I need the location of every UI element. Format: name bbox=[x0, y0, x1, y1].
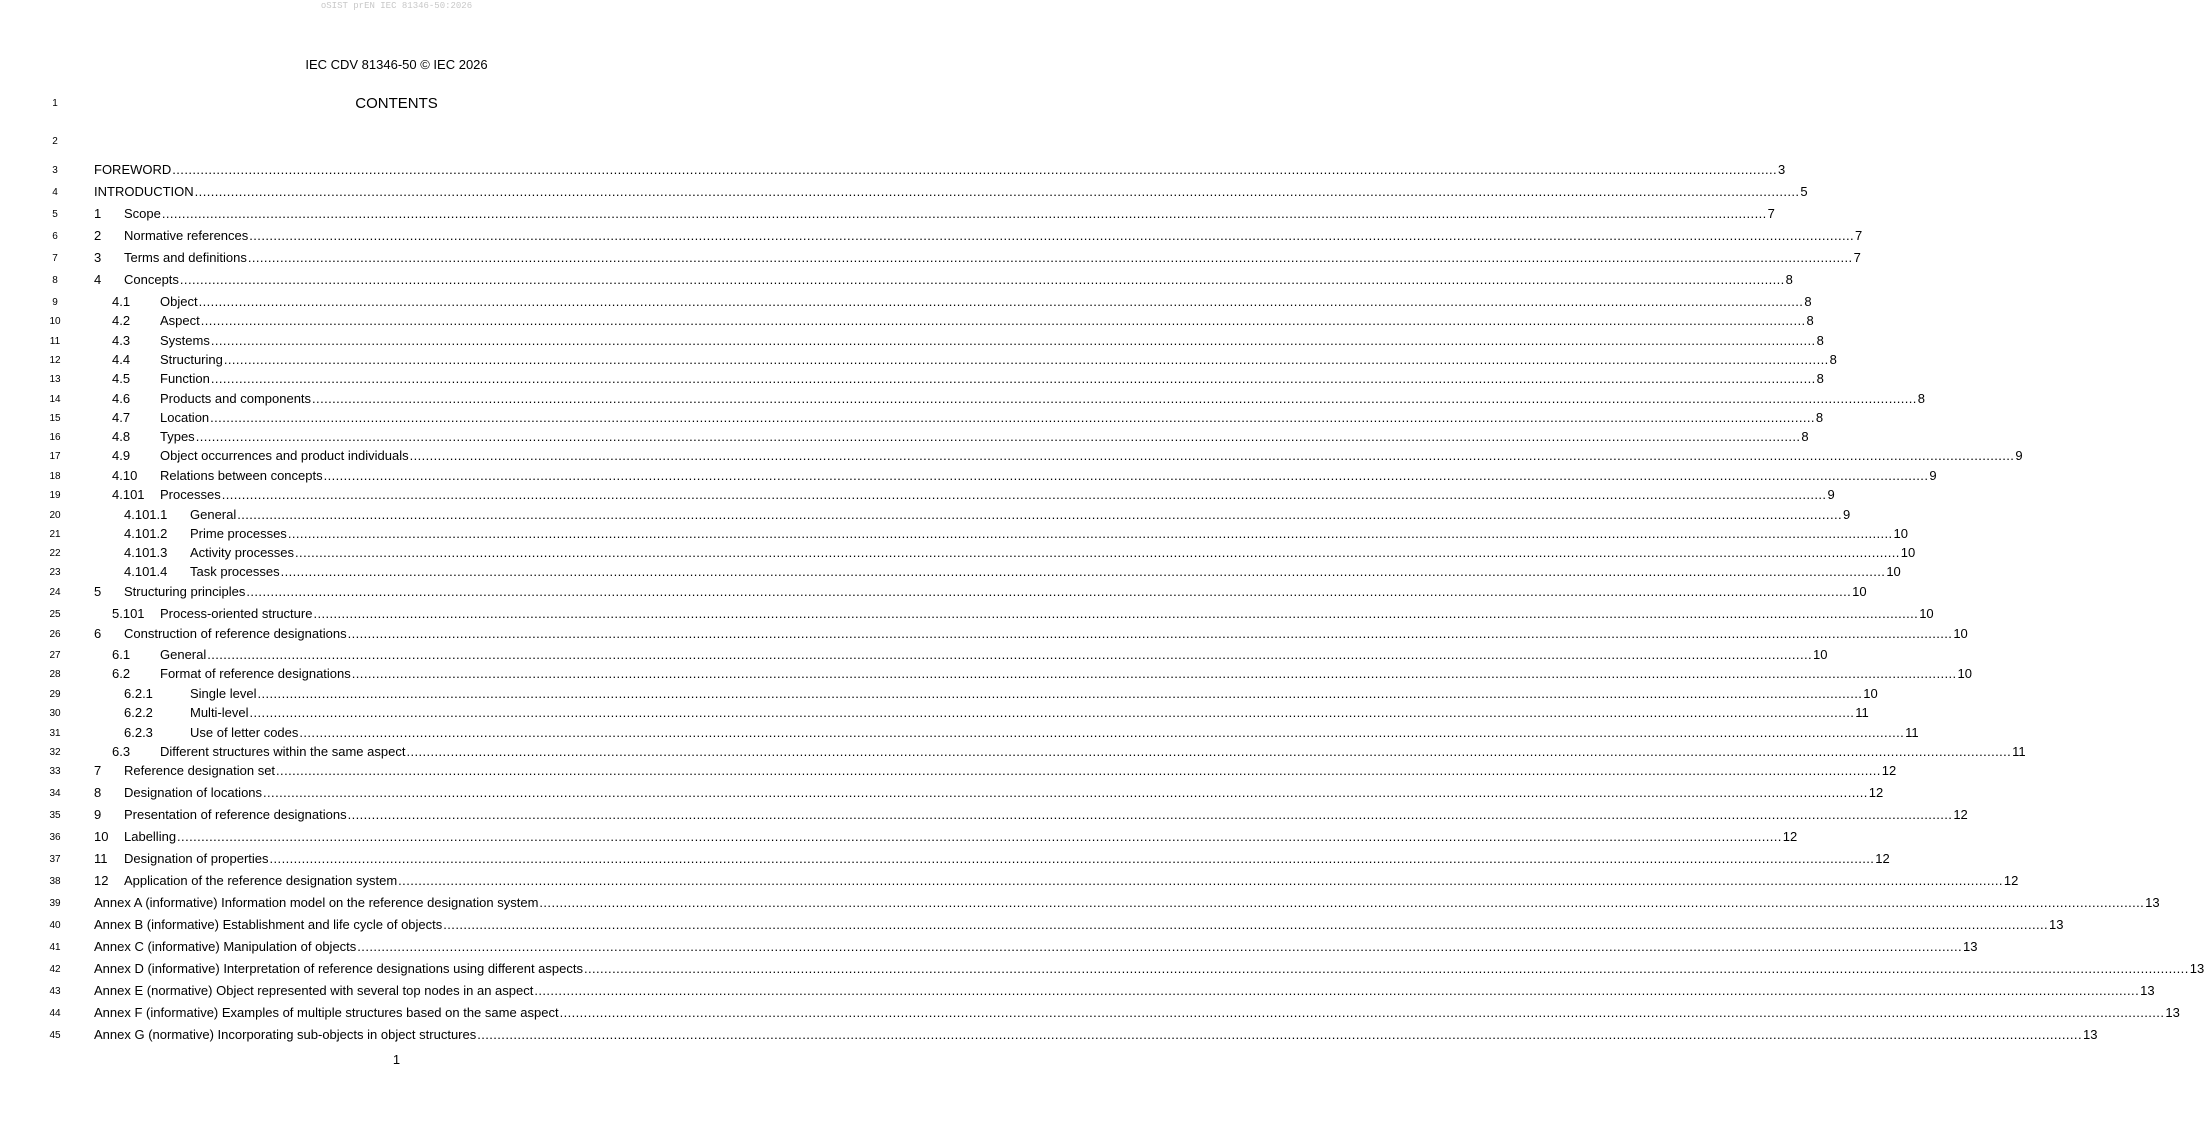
toc-entry[interactable] bbox=[112, 468, 1937, 484]
toc-entry[interactable] bbox=[124, 725, 1919, 741]
line-number: 20 bbox=[49, 510, 61, 521]
toc-entry-number: 6.3 bbox=[112, 744, 131, 759]
toc-entry-number: 4 bbox=[94, 272, 102, 287]
toc-entry-title: Application of the reference designation system bbox=[124, 873, 398, 888]
toc-entry-page: 12 bbox=[1881, 763, 1897, 778]
toc-entry-number: 4.10 bbox=[112, 468, 138, 483]
toc-entry-title: Terms and definitions bbox=[124, 250, 247, 265]
line-number: 11 bbox=[49, 336, 61, 347]
line-number: 37 bbox=[49, 854, 61, 865]
toc-entry[interactable] bbox=[94, 983, 2155, 999]
dot-leader: ................................................................................................................................................................................................................................................................................................................................................................................................................ bbox=[443, 917, 2049, 932]
line-number: 32 bbox=[49, 747, 61, 758]
toc-entry[interactable] bbox=[112, 448, 2023, 464]
toc-entry[interactable] bbox=[94, 917, 2064, 933]
toc-entry-number: 6.2 bbox=[112, 666, 131, 681]
toc-entry[interactable] bbox=[94, 939, 1978, 955]
toc-entry-page: 5 bbox=[1800, 184, 1808, 199]
dot-leader: ................................................................................................................................................................................................................................................................................................................................................................................................................ bbox=[323, 468, 1929, 483]
dot-leader: ................................................................................................................................................................................................................................................................................................................................................................................................................ bbox=[477, 1027, 2082, 1042]
toc-entry-number: 5 bbox=[94, 584, 102, 599]
toc-entry-number: 7 bbox=[94, 763, 102, 778]
toc-entry-title: INTRODUCTION bbox=[94, 184, 194, 199]
toc-entry-number: 4.3 bbox=[112, 333, 131, 348]
toc-entry[interactable] bbox=[94, 184, 1808, 200]
toc-entry-title: Normative references bbox=[124, 228, 249, 243]
toc-entry[interactable] bbox=[94, 272, 1793, 288]
line-number: 28 bbox=[49, 669, 61, 680]
toc-entry-page: 8 bbox=[1801, 429, 1809, 444]
toc-entry-number: 4.1 bbox=[112, 294, 131, 309]
toc-entry-page: 9 bbox=[2015, 448, 2023, 463]
line-number: 16 bbox=[49, 432, 61, 443]
toc-entry[interactable] bbox=[112, 352, 1837, 368]
toc-entry-number: 4.2 bbox=[112, 313, 131, 328]
toc-entry[interactable] bbox=[112, 487, 1835, 503]
line-number: 35 bbox=[49, 810, 61, 821]
page-number: 1 bbox=[392, 1052, 401, 1067]
line-number: 34 bbox=[49, 788, 61, 799]
dot-leader: ................................................................................................................................................................................................................................................................................................................................................................................................................ bbox=[210, 333, 1816, 348]
toc-entry[interactable] bbox=[94, 851, 1890, 867]
toc-entry-page: 9 bbox=[1827, 487, 1835, 502]
line-number: 18 bbox=[49, 471, 61, 482]
line-number: 21 bbox=[49, 529, 61, 540]
toc-entry-title: Structuring principles bbox=[124, 584, 246, 599]
dot-leader: ................................................................................................................................................................................................................................................................................................................................................................................................................ bbox=[347, 807, 1953, 822]
toc-entry-title: Systems bbox=[160, 333, 210, 348]
toc-entry[interactable] bbox=[112, 666, 1972, 682]
toc-entry-page: 13 bbox=[2049, 917, 2064, 932]
toc-entry[interactable] bbox=[94, 250, 1861, 266]
toc-entry-page: 8 bbox=[1829, 352, 1837, 367]
dot-leader: ................................................................................................................................................................................................................................................................................................................................................................................................................ bbox=[195, 429, 1801, 444]
dot-leader: ................................................................................................................................................................................................................................................................................................................................................................................................................ bbox=[221, 487, 1827, 502]
toc-entry[interactable] bbox=[112, 647, 1828, 663]
toc-entry-page: 3 bbox=[1778, 162, 1786, 177]
toc-entry[interactable] bbox=[112, 410, 1824, 426]
dot-leader: ................................................................................................................................................................................................................................................................................................................................................................................................................ bbox=[198, 294, 1804, 309]
toc-entry[interactable] bbox=[94, 829, 1798, 845]
toc-entry-page: 13 bbox=[2082, 1027, 2098, 1042]
toc-entry-title: Annex D (informative) Interpretation of reference designations using different aspects bbox=[94, 961, 583, 976]
toc-entry-title: Reference designation set bbox=[124, 763, 276, 778]
toc-entry-page: 13 bbox=[2140, 983, 2155, 998]
line-number: 45 bbox=[49, 1030, 61, 1041]
line-number: 8 bbox=[52, 275, 58, 286]
toc-entry-number: 8 bbox=[94, 785, 102, 800]
toc-entry[interactable] bbox=[94, 1027, 2098, 1043]
toc-entry-number: 4.8 bbox=[112, 429, 131, 444]
toc-entry-page: 8 bbox=[1785, 272, 1793, 287]
toc-entry[interactable] bbox=[124, 564, 1901, 580]
watermark: oSIST prEN IEC 81346-50:2026 bbox=[320, 1, 473, 11]
toc-entry[interactable] bbox=[94, 895, 2160, 911]
toc-entry-number: 4.101.1 bbox=[124, 507, 168, 522]
toc-entry-page: 9 bbox=[1929, 468, 1937, 483]
toc-entry-number: 4.101.3 bbox=[124, 545, 168, 560]
toc-entry-title: Annex F (informative) Examples of multiple structures based on the same aspect bbox=[94, 1005, 559, 1020]
toc-entry-number: 12 bbox=[94, 873, 109, 888]
toc-entry-page: 11 bbox=[1905, 725, 1919, 740]
toc-entry-page: 13 bbox=[2165, 1005, 2180, 1020]
toc-entry-title: Processes bbox=[160, 487, 221, 502]
toc-entry-page: 8 bbox=[1806, 313, 1814, 328]
line-number: 38 bbox=[49, 876, 61, 887]
toc-entry[interactable] bbox=[94, 807, 1968, 823]
toc-entry-number: 3 bbox=[94, 250, 102, 265]
dot-leader: ................................................................................................................................................................................................................................................................................................................................................................................................................ bbox=[357, 939, 1963, 954]
dot-leader: ................................................................................................................................................................................................................................................................................................................................................................................................................ bbox=[210, 410, 1815, 425]
toc-entry[interactable] bbox=[112, 313, 1814, 329]
toc-entry-title: Different structures within the same aspect bbox=[160, 744, 406, 759]
line-number: 5 bbox=[52, 209, 58, 220]
toc-entry-page: 12 bbox=[1868, 785, 1884, 800]
toc-entry-title: Designation of properties bbox=[124, 851, 269, 866]
toc-entry-number: 4.101 bbox=[112, 487, 145, 502]
toc-entry-number: 5.101 bbox=[112, 606, 145, 621]
toc-entry-title: Annex C (informative) Manipulation of objects bbox=[94, 939, 357, 954]
toc-entry-number: 1 bbox=[94, 206, 102, 221]
toc-entry-title: Use of letter codes bbox=[190, 725, 299, 740]
line-number: 13 bbox=[49, 374, 61, 385]
toc-entry-title: Location bbox=[160, 410, 210, 425]
toc-entry-page: 8 bbox=[1816, 371, 1824, 386]
dot-leader: ................................................................................................................................................................................................................................................................................................................................................................................................................ bbox=[409, 448, 2015, 463]
toc-entry-number: 4.6 bbox=[112, 391, 131, 406]
dot-leader: ................................................................................................................................................................................................................................................................................................................................................................................................................ bbox=[299, 725, 1905, 740]
toc-entry-page: 10 bbox=[1863, 686, 1878, 701]
toc-entry[interactable] bbox=[94, 785, 1884, 801]
toc-entry-title: Task processes bbox=[190, 564, 280, 579]
toc-entry-title: Relations between concepts bbox=[160, 468, 323, 483]
toc-entry-page: 12 bbox=[1875, 851, 1890, 866]
toc-entry-page: 9 bbox=[1842, 507, 1851, 522]
dot-leader: ................................................................................................................................................................................................................................................................................................................................................................................................................ bbox=[276, 763, 1881, 778]
line-number: 23 bbox=[49, 567, 61, 578]
toc-entry-title: Labelling bbox=[124, 829, 177, 844]
line-number: 1 bbox=[52, 98, 58, 109]
toc-entry[interactable] bbox=[112, 294, 1812, 310]
line-number: 26 bbox=[49, 629, 61, 640]
toc-entry-title: Presentation of reference designations bbox=[124, 807, 347, 822]
line-number: 43 bbox=[49, 986, 61, 997]
toc-entry[interactable] bbox=[112, 429, 1809, 445]
line-number: 44 bbox=[49, 1008, 61, 1019]
toc-entry-number: 6 bbox=[94, 626, 102, 641]
toc-entry[interactable] bbox=[112, 744, 2026, 760]
toc-entry-title: Structuring bbox=[160, 352, 223, 367]
toc-entry[interactable] bbox=[112, 371, 1824, 387]
toc-entry-number: 2 bbox=[94, 228, 102, 243]
line-number: 10 bbox=[49, 316, 61, 327]
toc-entry-title: Object bbox=[160, 294, 198, 309]
toc-entry-title: Aspect bbox=[160, 313, 200, 328]
dot-leader: ................................................................................................................................................................................................................................................................................................................................................................................................................ bbox=[347, 626, 1953, 641]
toc-entry-title: General bbox=[190, 507, 237, 522]
toc-entry-number: 6.1 bbox=[112, 647, 131, 662]
dot-leader: ................................................................................................................................................................................................................................................................................................................................................................................................................ bbox=[210, 371, 1816, 386]
toc-entry[interactable] bbox=[112, 391, 1926, 407]
line-number: 33 bbox=[49, 766, 61, 777]
dot-leader: ................................................................................................................................................................................................................................................................................................................................................................................................................ bbox=[161, 206, 1767, 221]
toc-entry[interactable] bbox=[94, 1005, 2180, 1021]
dot-leader: ................................................................................................................................................................................................................................................................................................................................................................................................................ bbox=[398, 873, 2003, 888]
toc-entry[interactable] bbox=[124, 705, 1869, 721]
toc-entry-title: Products and components bbox=[160, 391, 312, 406]
toc-entry-number: 4.4 bbox=[112, 352, 131, 367]
line-number: 22 bbox=[49, 548, 61, 559]
toc-entry[interactable] bbox=[124, 545, 1916, 561]
toc-entry-page: 10 bbox=[1953, 626, 1968, 641]
toc-entry-title: FOREWORD bbox=[94, 162, 172, 177]
toc-entry[interactable] bbox=[94, 162, 1786, 178]
dot-leader: ................................................................................................................................................................................................................................................................................................................................................................................................................ bbox=[194, 184, 1800, 199]
toc-entry[interactable] bbox=[124, 686, 1878, 702]
toc-entry-title: Prime processes bbox=[190, 526, 287, 541]
line-number: 14 bbox=[49, 394, 61, 405]
line-number: 3 bbox=[52, 165, 58, 176]
dot-leader: ................................................................................................................................................................................................................................................................................................................................................................................................................ bbox=[539, 895, 2145, 910]
toc-entry[interactable] bbox=[124, 507, 1851, 523]
toc-entry[interactable] bbox=[124, 526, 1909, 542]
line-number: 30 bbox=[49, 708, 61, 719]
toc-entry[interactable] bbox=[94, 206, 1775, 222]
toc-entry-number: 6.2.3 bbox=[124, 725, 153, 740]
toc-entry-number: 4.101.4 bbox=[124, 564, 168, 579]
dot-leader: ................................................................................................................................................................................................................................................................................................................................................................................................................ bbox=[559, 1005, 2165, 1020]
toc-entry-title: Concepts bbox=[124, 272, 179, 287]
toc-entry-page: 12 bbox=[1953, 807, 1968, 822]
toc-entry-number: 6.2.1 bbox=[124, 686, 153, 701]
toc-entry[interactable] bbox=[94, 584, 1867, 600]
toc-entry-title: Types bbox=[160, 429, 195, 444]
toc-entry[interactable] bbox=[94, 228, 1863, 244]
dot-leader: ................................................................................................................................................................................................................................................................................................................................................................................................................ bbox=[179, 272, 1785, 287]
toc-entry-number: 10 bbox=[94, 829, 109, 844]
toc-entry-page: 8 bbox=[1917, 391, 1926, 406]
dot-leader: ................................................................................................................................................................................................................................................................................................................................................................................................................ bbox=[237, 507, 1842, 522]
toc-entry-page: 12 bbox=[1782, 829, 1798, 844]
toc-entry-title: Object occurrences and product individuals bbox=[160, 448, 409, 463]
line-number: 31 bbox=[49, 728, 61, 739]
toc-entry-title: Activity processes bbox=[190, 545, 295, 560]
toc-entry-title: Single level bbox=[190, 686, 257, 701]
line-number: 24 bbox=[49, 587, 61, 598]
dot-leader: ................................................................................................................................................................................................................................................................................................................................................................................................................ bbox=[249, 228, 1855, 243]
line-number: 27 bbox=[49, 650, 61, 661]
dot-leader: ................................................................................................................................................................................................................................................................................................................................................................................................................ bbox=[200, 313, 1806, 328]
toc-entry-title: Function bbox=[160, 371, 210, 386]
dot-leader: ................................................................................................................................................................................................................................................................................................................................................................................................................ bbox=[313, 606, 1919, 621]
toc-entry-page: 10 bbox=[1919, 606, 1934, 621]
line-number: 25 bbox=[49, 609, 61, 620]
line-number: 6 bbox=[52, 231, 58, 242]
toc-entry-title: Annex B (informative) Establishment and life cycle of objects bbox=[94, 917, 443, 932]
line-number: 36 bbox=[49, 832, 61, 843]
dot-leader: ................................................................................................................................................................................................................................................................................................................................................................................................................ bbox=[269, 851, 1875, 866]
page-header: IEC CDV 81346-50 © IEC 2026 bbox=[305, 57, 488, 72]
toc-entry-title: Annex E (normative) Object represented with several top nodes in an aspect bbox=[94, 983, 534, 998]
toc-entry-title: Scope bbox=[124, 206, 161, 221]
toc-entry-page: 10 bbox=[1886, 564, 1901, 579]
toc-entry-title: Construction of reference designations bbox=[124, 626, 347, 641]
line-number: 12 bbox=[49, 355, 61, 366]
toc-entry-page: 10 bbox=[1852, 584, 1867, 599]
dot-leader: ................................................................................................................................................................................................................................................................................................................................................................................................................ bbox=[295, 545, 1900, 560]
toc-entry-title: General bbox=[160, 647, 207, 662]
toc-entry-number: 4.101.2 bbox=[124, 526, 168, 541]
line-number: 17 bbox=[49, 451, 61, 462]
toc-entry-page: 13 bbox=[2145, 895, 2160, 910]
toc-entry-page: 10 bbox=[1957, 666, 1972, 681]
toc-entry-page: 7 bbox=[1855, 228, 1863, 243]
toc-entry-page: 8 bbox=[1815, 410, 1824, 425]
line-number: 19 bbox=[49, 490, 61, 501]
dot-leader: ................................................................................................................................................................................................................................................................................................................................................................................................................ bbox=[249, 705, 1855, 720]
toc-entry-number: 4.9 bbox=[112, 448, 131, 463]
line-number: 41 bbox=[49, 942, 61, 953]
toc-entry-number: 6.2.2 bbox=[124, 705, 153, 720]
dot-leader: ................................................................................................................................................................................................................................................................................................................................................................................................................ bbox=[351, 666, 1957, 681]
toc-entry-page: 13 bbox=[2189, 961, 2204, 976]
dot-leader: ................................................................................................................................................................................................................................................................................................................................................................................................................ bbox=[207, 647, 1812, 662]
dot-leader: ................................................................................................................................................................................................................................................................................................................................................................................................................ bbox=[172, 162, 1778, 177]
dot-leader: ................................................................................................................................................................................................................................................................................................................................................................................................................ bbox=[223, 352, 1829, 367]
page-title: CONTENTS bbox=[355, 95, 438, 112]
line-number: 4 bbox=[52, 187, 58, 198]
toc-entry[interactable] bbox=[94, 626, 1968, 642]
toc-entry-page: 10 bbox=[1812, 647, 1828, 662]
dot-leader: ................................................................................................................................................................................................................................................................................................................................................................................................................ bbox=[287, 526, 1893, 541]
toc-entry[interactable] bbox=[94, 961, 2204, 977]
toc-entry-title: Format of reference designations bbox=[160, 666, 351, 681]
line-number: 9 bbox=[52, 297, 58, 308]
toc-entry[interactable] bbox=[94, 763, 1897, 779]
toc-entry-page: 11 bbox=[1855, 705, 1869, 720]
dot-leader: ................................................................................................................................................................................................................................................................................................................................................................................................................ bbox=[257, 686, 1863, 701]
toc-entry-number: 11 bbox=[94, 851, 108, 866]
dot-leader: ................................................................................................................................................................................................................................................................................................................................................................................................................ bbox=[534, 983, 2140, 998]
line-number: 39 bbox=[49, 898, 61, 909]
toc-entry-number: 9 bbox=[94, 807, 102, 822]
line-number: 29 bbox=[49, 689, 61, 700]
line-number: 42 bbox=[49, 964, 61, 975]
toc-entry-number: 4.5 bbox=[112, 371, 131, 386]
toc-entry-title: Annex G (normative) Incorporating sub-objects in object structures bbox=[94, 1027, 477, 1042]
line-number: 15 bbox=[49, 413, 61, 424]
line-number: 40 bbox=[49, 920, 61, 931]
toc-entry-page: 11 bbox=[2012, 744, 2026, 759]
toc-entry[interactable] bbox=[94, 873, 2019, 889]
toc-entry-title: Annex A (informative) Information model on the reference designation system bbox=[94, 895, 539, 910]
toc-entry-page: 7 bbox=[1767, 206, 1775, 221]
line-number: 7 bbox=[52, 253, 58, 264]
toc-entry-page: 7 bbox=[1853, 250, 1861, 265]
dot-leader: ................................................................................................................................................................................................................................................................................................................................................................................................................ bbox=[406, 744, 2012, 759]
toc-entry-title: Process-oriented structure bbox=[160, 606, 313, 621]
toc-entry[interactable] bbox=[112, 333, 1824, 349]
toc-entry-page: 13 bbox=[1963, 939, 1978, 954]
dot-leader: ................................................................................................................................................................................................................................................................................................................................................................................................................ bbox=[280, 564, 1886, 579]
dot-leader: ................................................................................................................................................................................................................................................................................................................................................................................................................ bbox=[246, 584, 1852, 599]
line-number: 2 bbox=[52, 136, 58, 147]
toc-entry-page: 10 bbox=[1893, 526, 1909, 541]
toc-entry-page: 10 bbox=[1900, 545, 1916, 560]
toc-entry-page: 8 bbox=[1804, 294, 1812, 309]
dot-leader: ................................................................................................................................................................................................................................................................................................................................................................................................................ bbox=[177, 829, 1782, 844]
toc-entry-number: 4.7 bbox=[112, 410, 131, 425]
dot-leader: ................................................................................................................................................................................................................................................................................................................................................................................................................ bbox=[263, 785, 1868, 800]
toc-entry-page: 12 bbox=[2003, 873, 2019, 888]
toc-entry-title: Multi-level bbox=[190, 705, 249, 720]
dot-leader: ................................................................................................................................................................................................................................................................................................................................................................................................................ bbox=[312, 391, 1917, 406]
toc-entry-page: 8 bbox=[1816, 333, 1824, 348]
toc-entry[interactable] bbox=[112, 606, 1934, 622]
toc-entry-title: Designation of locations bbox=[124, 785, 263, 800]
dot-leader: ................................................................................................................................................................................................................................................................................................................................................................................................................ bbox=[247, 250, 1853, 265]
dot-leader: ................................................................................................................................................................................................................................................................................................................................................................................................................ bbox=[583, 961, 2189, 976]
